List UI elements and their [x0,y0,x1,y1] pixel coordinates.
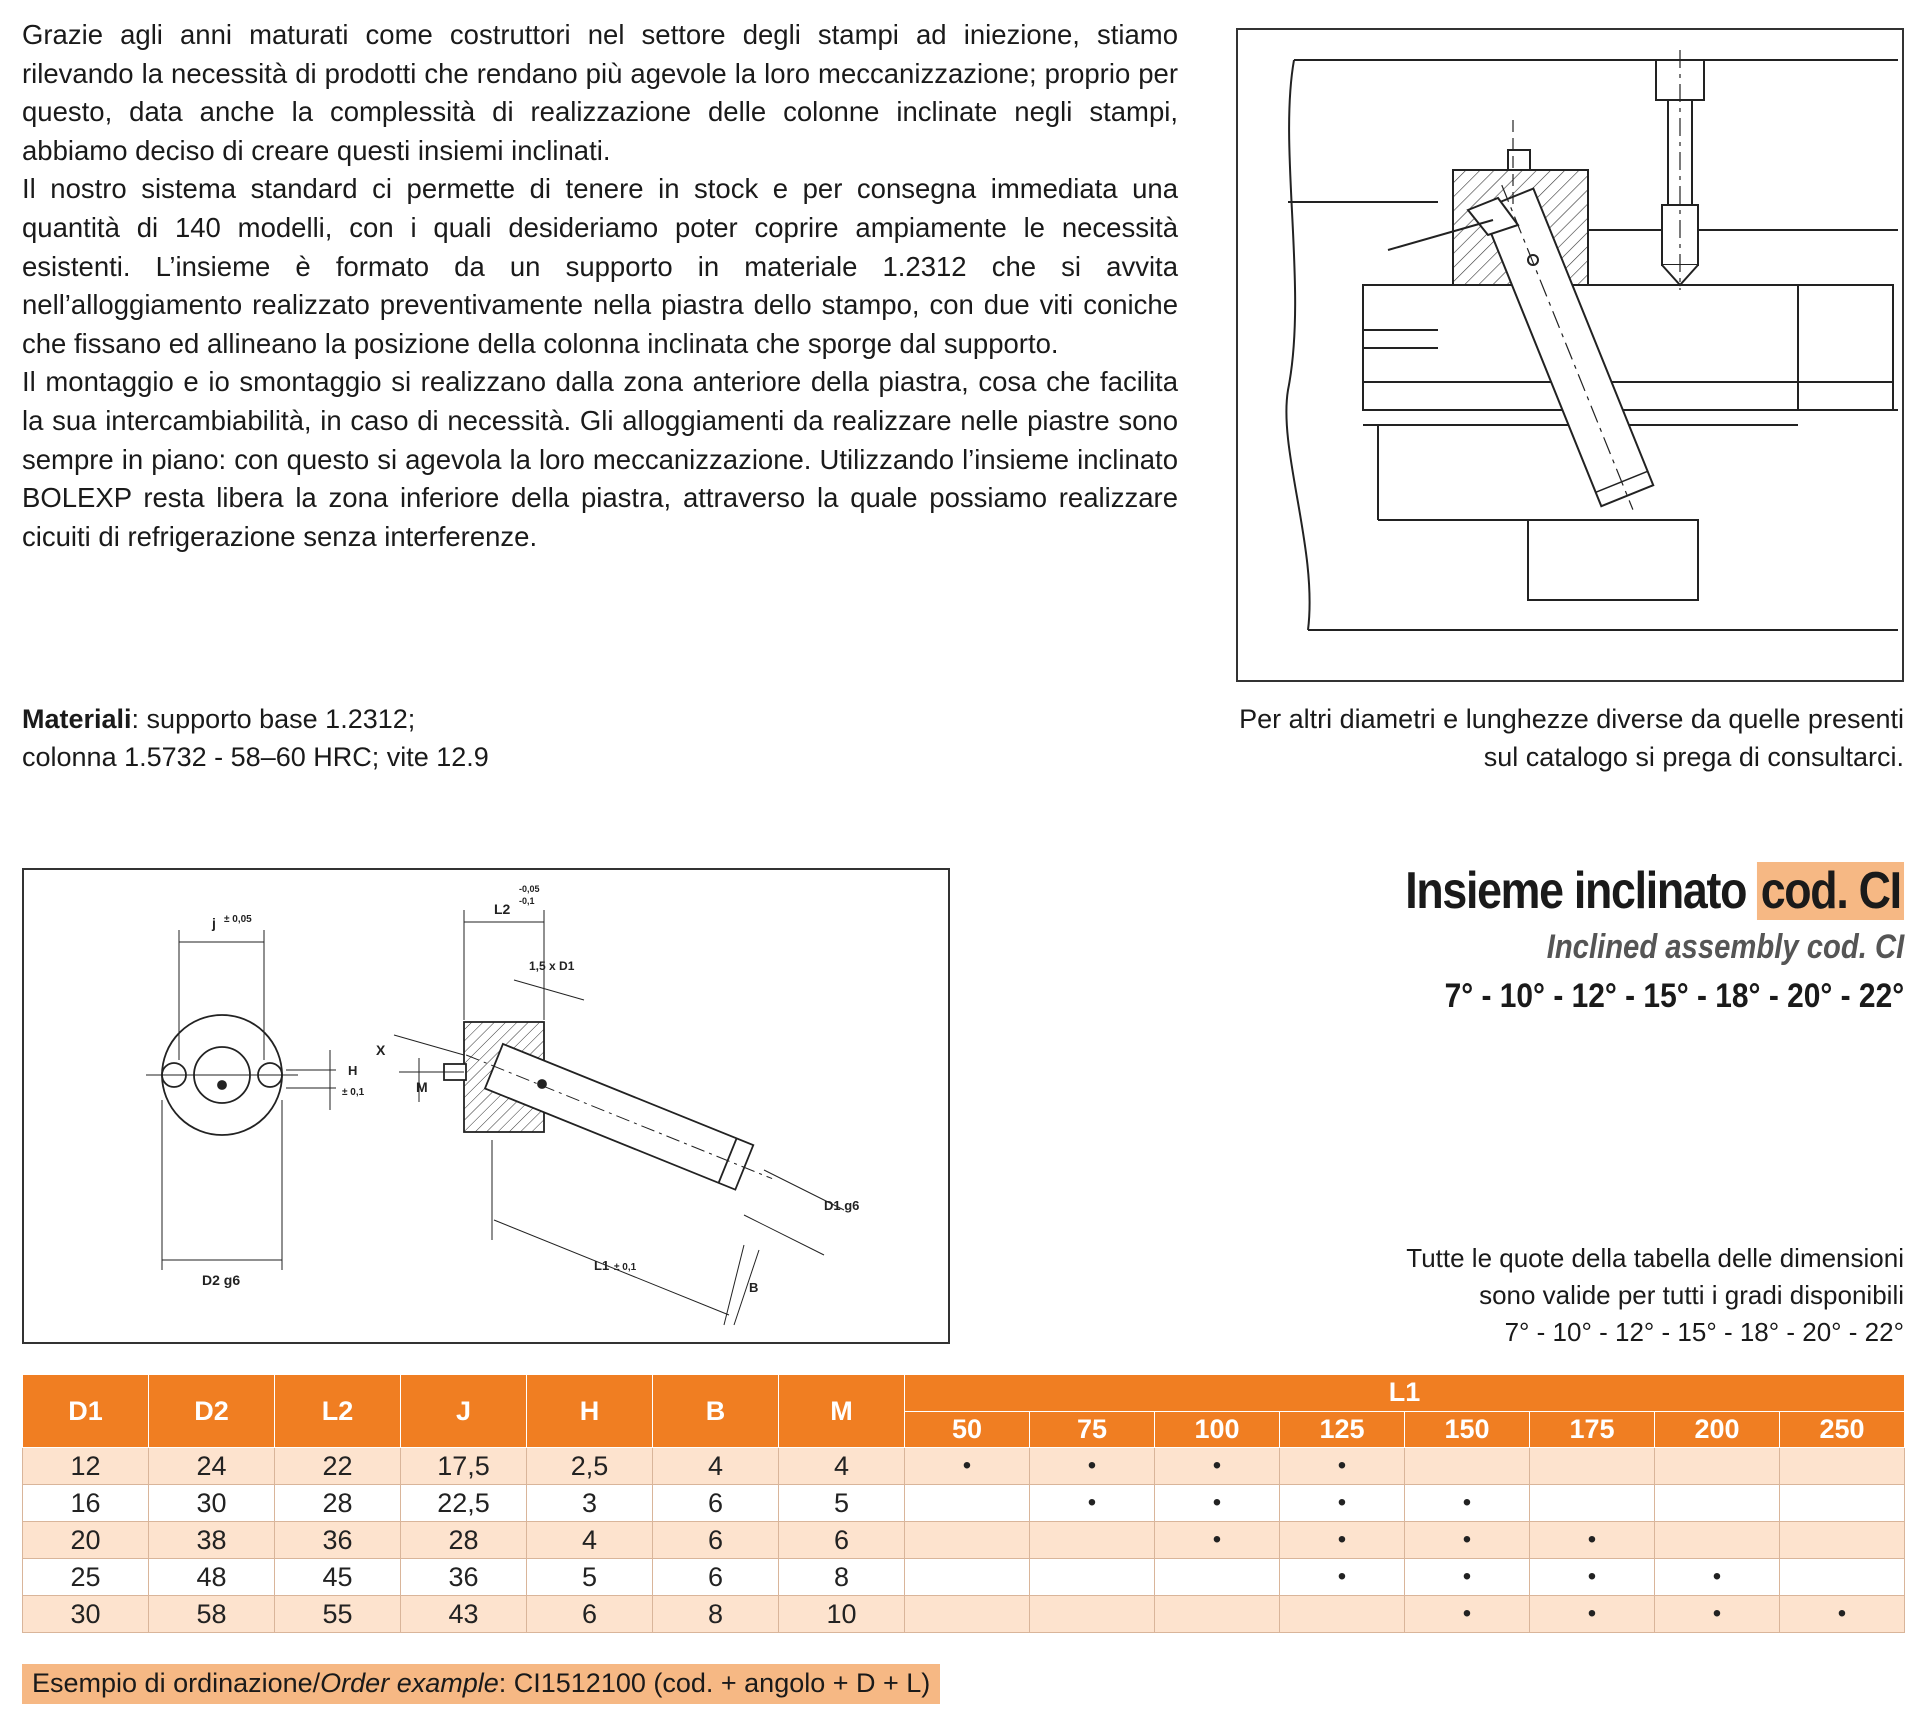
table-cell: 8 [653,1596,779,1633]
header-l1-250: 250 [1780,1411,1905,1448]
dimension-table [22,1374,1905,1633]
availability-cell: • [1405,1559,1530,1596]
table-cell: 25 [23,1559,149,1596]
label-d1: D1 g6 [824,1198,860,1213]
availability-cell [905,1485,1030,1522]
availability-cell: • [1030,1485,1155,1522]
availability-cell: • [1530,1596,1655,1633]
label-l1: L1 [594,1258,610,1273]
availability-cell [905,1522,1030,1559]
label-x: X [376,1042,386,1058]
label-l1-tolerance: ± 0,1 [614,1262,637,1273]
table-cell: 22 [275,1448,401,1485]
assembly-drawing [1238,30,1902,680]
materials-line-2: colonna 1.5732 - 58–60 HRC; vite 12.9 [22,742,489,772]
header-l1-125: 125 [1280,1411,1405,1448]
header-l1-175: 175 [1530,1411,1655,1448]
note-line-3: 7° - 10° - 12° - 15° - 18° - 20° - 22° [1504,1317,1904,1347]
header-l1-100: 100 [1155,1411,1280,1448]
table-row [23,1559,1905,1596]
availability-cell: • [1155,1522,1280,1559]
table-cell: 12 [23,1448,149,1485]
assembly-drawing-frame [1236,28,1904,682]
contact-line-2: sul catalogo si prega di consultarci. [1483,742,1904,772]
availability-cell [1780,1448,1905,1485]
contact-line-1: Per altri diametri e lunghezze diverse da quelle presenti [1239,704,1904,734]
availability-cell: • [1405,1485,1530,1522]
availability-cell: • [1280,1522,1405,1559]
header-l1-200: 200 [1655,1411,1780,1448]
table-cell: 10 [779,1596,905,1633]
table-cell: 48 [149,1559,275,1596]
availability-cell: • [905,1448,1030,1485]
availability-cell [1530,1485,1655,1522]
label-b: B [749,1280,759,1295]
label-chamfer: 1,5 x D1 [529,959,575,973]
table-row [23,1485,1905,1522]
table-cell: 6 [653,1485,779,1522]
table-cell: 30 [23,1596,149,1633]
main-title: Insieme inclinato cod. CI [1405,858,1904,924]
header-d1: D1 [23,1375,149,1448]
availability-cell [1655,1485,1780,1522]
header-l1-75: 75 [1030,1411,1155,1448]
label-l2: L2 [494,901,511,917]
availability-cell [1780,1485,1905,1522]
availability-cell: • [1280,1448,1405,1485]
table-cell: 28 [275,1485,401,1522]
table-cell: 45 [275,1559,401,1596]
availability-cell: • [1280,1559,1405,1596]
note-line-1: Tutte le quote della tabella delle dimensioni [1406,1243,1904,1273]
label-h-tolerance: ± 0,1 [342,1087,365,1098]
label-m: M [416,1079,428,1095]
label-j: j [212,915,216,931]
materials-line-1: Materiali: supporto base 1.2312; [22,704,416,734]
table-cell: 6 [527,1596,653,1633]
availability-cell [1155,1596,1280,1633]
header-l1: L1 [905,1375,1905,1412]
availability-cell [1405,1448,1530,1485]
intro-paragraph-1: Grazie agli anni maturati come costruttori nel settore degli stampi ad iniezione, stiamo rilevando la necessità di prodotti che rendano più agevole la loro meccanizzazione; proprio per questo, data anche la complessità di realizzazione delle colonne inclinate negli stampi, abbiamo deciso di creare questi insiemi inclinati. [22,19,1178,166]
table-cell: 22,5 [401,1485,527,1522]
contact-note [1239,700,1904,776]
availability-cell: • [1780,1596,1905,1633]
header-m: M [779,1375,905,1448]
availability-cell [1655,1448,1780,1485]
order-example: Esempio di ordinazione/Order example: CI1512100 (cod. + angolo + D + L) [22,1664,940,1704]
table-cell: 6 [653,1522,779,1559]
materials-text [22,700,489,776]
technical-drawing-frame [22,868,950,1344]
availability-cell [1280,1596,1405,1633]
table-cell: 43 [401,1596,527,1633]
availability-cell: • [1155,1485,1280,1522]
table-row [23,1448,1905,1485]
table-cell: 6 [779,1522,905,1559]
table-cell: 36 [275,1522,401,1559]
availability-cell: • [1530,1559,1655,1596]
table-cell: 8 [779,1559,905,1596]
table-cell: 2,5 [527,1448,653,1485]
label-d2: D2 g6 [202,1272,241,1288]
table-cell: 3 [527,1485,653,1522]
table-cell: 55 [275,1596,401,1633]
table-row [23,1522,1905,1559]
availability-cell [1780,1559,1905,1596]
dimension-note [1406,1240,1904,1351]
availability-cell [1530,1448,1655,1485]
availability-cell [1655,1522,1780,1559]
table-cell: 24 [149,1448,275,1485]
note-line-2: sono valide per tutti i gradi disponibili [1479,1280,1904,1310]
availability-cell: • [1655,1559,1780,1596]
table-cell: 4 [527,1522,653,1559]
availability-cell [905,1596,1030,1633]
availability-cell: • [1655,1596,1780,1633]
table-cell: 38 [149,1522,275,1559]
title-block [1324,858,1904,1022]
intro-paragraph-2: Il nostro sistema standard ci permette di tenere in stock e per consegna immediata una quantità di 140 modelli, con i quali desideriamo poter coprire ampiamente le necessità esistenti. L’insieme è formato da un supporto in materiale 1.2312 che si avvita nell’alloggiamento realizzato preventivamente nella piastra dello stampo, con due viti coniche che fissano ed allineano la posizione della colonna inclinata che sporge dal supporto. [22,173,1178,359]
label-j-tolerance: ± 0,05 [224,914,252,925]
header-j: J [401,1375,527,1448]
availability-cell [1030,1559,1155,1596]
table-cell: 28 [401,1522,527,1559]
intro-text [22,16,1178,556]
availability-cell [1780,1522,1905,1559]
availability-cell [1155,1559,1280,1596]
table-header-row [23,1375,1905,1412]
availability-cell: • [1405,1522,1530,1559]
label-h: H [348,1063,358,1078]
table-cell: 17,5 [401,1448,527,1485]
header-l2: L2 [275,1375,401,1448]
table-cell: 4 [653,1448,779,1485]
table-cell: 5 [527,1559,653,1596]
label-l2-tolerance-top: -0,05 [519,884,540,894]
header-h: H [527,1375,653,1448]
materials-label: Materiali [22,704,132,734]
label-l2-tolerance-bottom: -0,1 [519,896,535,906]
table-cell: 5 [779,1485,905,1522]
availability-cell: • [1280,1485,1405,1522]
table-cell: 36 [401,1559,527,1596]
table-cell: 16 [23,1485,149,1522]
header-d2: D2 [149,1375,275,1448]
header-b: B [653,1375,779,1448]
table-cell: 6 [653,1559,779,1596]
availability-cell: • [1030,1448,1155,1485]
product-code-highlight: cod. CI [1757,862,1904,920]
technical-drawing [24,870,948,1342]
header-l1-150: 150 [1405,1411,1530,1448]
subtitle: Inclined assembly cod. CI [1546,928,1904,966]
header-l1-50: 50 [905,1411,1030,1448]
availability-cell [1030,1596,1155,1633]
table-cell: 30 [149,1485,275,1522]
table-cell: 4 [779,1448,905,1485]
availability-cell: • [1155,1448,1280,1485]
angles-list: 7° - 10° - 12° - 15° - 18° - 20° - 22° [1444,977,1904,1015]
availability-cell [905,1559,1030,1596]
intro-paragraph-3: Il montaggio e io smontaggio si realizzano dalla zona anteriore della piastra, cosa che facilita la sua intercambiabilità, in caso di necessità. Gli alloggiamenti da realizzare nelle piastre sono sempre in piano: con questo si agevola la loro meccanizzazione. Utilizzando l’insieme inclinato BOLEXP resta libera la zona inferiore della piastra, attraverso la quale possiamo realizzare cicuiti di refrigerazione senza interferenze. [22,366,1178,552]
table-cell: 20 [23,1522,149,1559]
table-row [23,1596,1905,1633]
availability-cell [1030,1522,1155,1559]
availability-cell: • [1530,1522,1655,1559]
table-cell: 58 [149,1596,275,1633]
availability-cell: • [1405,1596,1530,1633]
